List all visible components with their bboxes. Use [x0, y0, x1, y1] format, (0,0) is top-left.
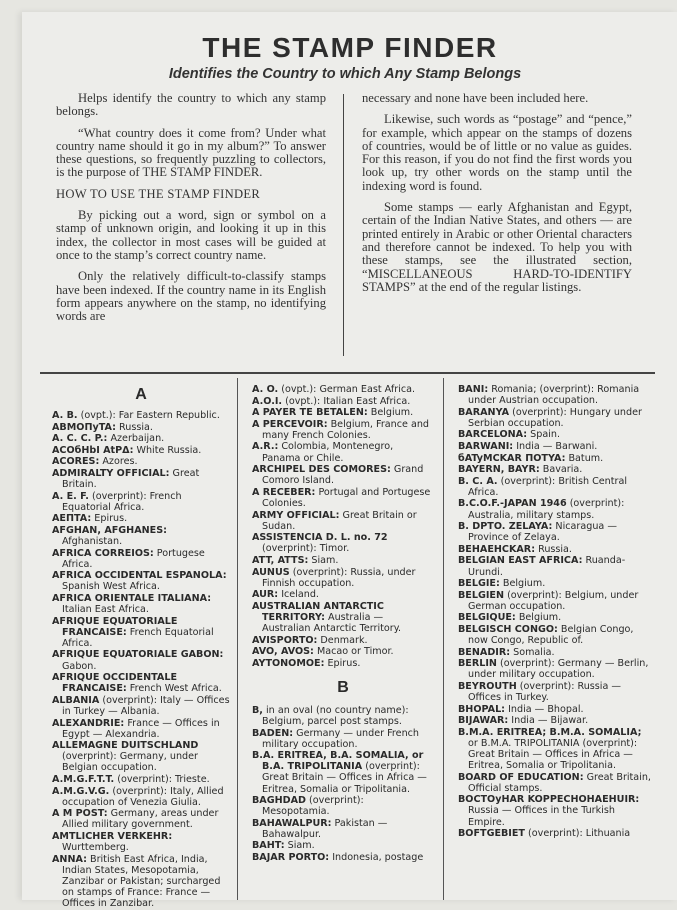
- index-entry-key: ANNA:: [52, 853, 87, 865]
- index-entry-key: AFRIQUE EQUATORIALE FRANCAISE:: [52, 615, 178, 638]
- index-entry-value: Belgium, France and many French Colonies.: [262, 418, 430, 441]
- index-entry: [52, 649, 230, 671]
- index-entry: [252, 441, 434, 463]
- index-entry-value: (overprint): Trieste.: [114, 774, 210, 785]
- index-entry-value: France — Offices in Egypt — Alexandria.: [62, 717, 220, 740]
- index-entry-value: India — Barwani.: [513, 440, 598, 452]
- index-entry-value: Bavaria.: [539, 464, 583, 476]
- index-entry-key: BARWANI:: [458, 440, 514, 452]
- index-entry-value: in an oval (no country name): Belgium, parcel post stamps.: [262, 704, 409, 727]
- index-entry-value: Wurttemberg.: [62, 842, 129, 854]
- index-entry-key: A.O.I.: [252, 395, 283, 407]
- index-entry-value: Epirus.: [324, 657, 361, 669]
- section-letter-b: B: [337, 678, 349, 696]
- index-entry-value: (overprint): British Central Africa.: [468, 475, 628, 498]
- index-column-2: [252, 384, 434, 864]
- index-entry-value: (overprint): Great Britain — Offices in Africa — Eritrea, Somalia or Tripolitania.: [262, 761, 427, 795]
- index-entry-value: India — Bijawar.: [508, 715, 589, 727]
- column-divider: [343, 94, 344, 356]
- index-entry-value: Portugese Africa.: [62, 547, 205, 570]
- index-entry-key: AUNUS: [252, 566, 290, 578]
- index-entry: [52, 854, 230, 909]
- index-entry-key: B,: [252, 704, 263, 716]
- index-entry: [458, 704, 654, 715]
- index-entry: [458, 498, 654, 520]
- index-entry-value: French Equatorial Africa.: [62, 626, 214, 649]
- index-entry-value: Russia — Offices in the Turkish Empire.: [468, 805, 615, 828]
- index-entries: [52, 410, 230, 909]
- intro-left-column: [56, 92, 326, 331]
- index-entry-key: ADMIRALTY OFFICIAL:: [52, 467, 170, 479]
- intro-paragraph: Likewise, such words as “postage” and “pence,” for example, which appear on the stamps of dozens of countries, would be of little or no value as guides. For this reason, if you do not find the first words you look up, try other words on the stamp until the indexing word is found.: [362, 112, 632, 193]
- index-entry-key: ACOбHbI AtPΔ:: [52, 444, 134, 456]
- index-entry-value: Italian East Africa.: [62, 604, 149, 616]
- index-entry-key: ALEXANDRIE:: [52, 717, 125, 729]
- index-entry: [458, 407, 654, 429]
- index-entry-key: BHOPAL:: [458, 703, 506, 715]
- index-entry-value: Romania; (overprint): Romania under Austrian occupation.: [468, 384, 640, 407]
- index-entry-key: ATT, ATTS:: [252, 554, 309, 566]
- index-entry: [52, 672, 230, 694]
- index-entry-key: BAJAR PORTO:: [252, 852, 330, 864]
- index-entry-key: BAYERN, BAYR:: [458, 464, 540, 476]
- index-entry-value: (overprint): Timor.: [262, 543, 350, 555]
- index-entry: [52, 831, 230, 853]
- index-entry: [458, 464, 654, 475]
- index-entry-value: Indonesia, postage: [329, 852, 424, 864]
- index-entry: [458, 794, 654, 827]
- index-entry-value: Australia — Australian Antarctic Territory.: [262, 611, 402, 634]
- index-entry: [458, 715, 654, 726]
- index-entry: [252, 532, 434, 554]
- index-entry: [52, 740, 230, 773]
- index-entry-value: Belgium.: [515, 612, 562, 624]
- index-entry: [458, 453, 654, 464]
- index-entry: [458, 578, 654, 589]
- index-entry: [52, 570, 230, 592]
- index-entry-key: AEПTA:: [52, 513, 92, 525]
- index-entry-value: Spain.: [527, 429, 561, 441]
- index-entry: [458, 476, 654, 498]
- index-column-1: [52, 384, 230, 910]
- index-entry-value: (overprint): Italy — Offices in Turkey — Albania.: [62, 694, 230, 717]
- index-entry-key: B. C. A.: [458, 475, 498, 487]
- index-entry: [252, 795, 434, 817]
- index-entry: [252, 852, 434, 863]
- index-entry-value: (overprint): French Equatorial Africa.: [62, 490, 182, 513]
- index-entry-value: Great Britain or Sudan.: [262, 509, 417, 532]
- index-entry: [252, 419, 434, 441]
- index-entry-key: BERLIN: [458, 658, 497, 670]
- index-entry-value: White Russia.: [133, 444, 202, 456]
- index-entry-value: Azerbaijan.: [107, 433, 165, 445]
- index-column-3: [458, 384, 654, 840]
- index-entry: [458, 647, 654, 658]
- index-entry-key: AFGHAN, AFGHANES:: [52, 524, 167, 536]
- index-entry: [458, 624, 654, 646]
- index-entry-key: BIJAWAR:: [458, 715, 509, 727]
- index-entry: [458, 681, 654, 703]
- index-entries: [252, 384, 434, 669]
- index-entry: [252, 407, 434, 418]
- index-entry-key: A.R.:: [252, 441, 279, 453]
- index-entry: [252, 396, 434, 407]
- index-entry-value: Siam.: [308, 554, 339, 566]
- page-subtitle: Identifies the Country to which Any Stamp Belongs: [168, 66, 522, 82]
- index-entry-value: Russia.: [115, 421, 153, 433]
- index-entries: [252, 705, 434, 863]
- index-entry: [252, 555, 434, 566]
- index-entry: [52, 786, 230, 808]
- index-entry-value: (ovpt.): Italian East Africa.: [282, 395, 411, 407]
- column-divider: [237, 378, 238, 900]
- index-entry: [52, 548, 230, 570]
- index-entry-key: BELGISCH CONGO:: [458, 623, 558, 635]
- index-entry: [52, 718, 230, 740]
- index-entry-value: Pakistan — Bahawalpur.: [262, 817, 388, 840]
- index-entry: [458, 429, 654, 440]
- index-entry-key: BENADIR:: [458, 646, 511, 658]
- index-entry: [52, 456, 230, 467]
- index-entry-key: BELGIEN: [458, 589, 505, 601]
- index-entry: [252, 487, 434, 509]
- index-entry-value: Belgian Congo, now Congo, Republic of.: [468, 623, 634, 647]
- index-entry: [458, 727, 654, 771]
- index-entry-value: India — Bhopal.: [505, 703, 584, 715]
- index-entry: [458, 441, 654, 452]
- page-title: THE STAMP FINDER: [202, 32, 498, 63]
- index-entry: [252, 728, 434, 750]
- index-entry-key: B.A. ERITREA, B.A. SOMALIA, or B.A. TRIPOLITANIA: [252, 750, 424, 773]
- index-entry: [458, 828, 654, 839]
- index-entry: [52, 468, 230, 490]
- index-entry-key: ASSISTENCIA D. L. no. 72: [252, 532, 388, 544]
- index-entry-value: Epirus.: [91, 513, 128, 525]
- index-entry-key: BARCELONA:: [458, 429, 528, 441]
- index-entry: [252, 658, 434, 669]
- index-entry: [252, 589, 434, 600]
- index-entry-key: A RECEBER:: [252, 486, 316, 498]
- index-entry-value: Nicaragua — Province of Zelaya.: [468, 521, 617, 544]
- index-entry-key: B.C.O.F.-JAPAN 1946: [458, 498, 567, 510]
- index-entry-key: BARANYA: [458, 406, 510, 418]
- index-entry-value: (overprint): Russia — Offices in Turkey.: [468, 680, 621, 704]
- index-entry: [252, 635, 434, 646]
- index-entry: [52, 433, 230, 444]
- how-to-use-heading: HOW TO USE THE STAMP FINDER: [56, 186, 261, 201]
- index-entry: [52, 422, 230, 433]
- index-entry: [458, 384, 654, 406]
- index-entry-value: Denmark.: [317, 634, 368, 646]
- index-entry-value: (overprint): Mesopotamia.: [262, 795, 364, 818]
- intro-paragraph: necessary and none have been included here.: [362, 91, 589, 105]
- index-entry-key: BELGIQUE:: [458, 612, 516, 624]
- index-entry: [458, 544, 654, 555]
- index-entry-value: (overprint): Hungary under Serbian occupation.: [468, 406, 642, 429]
- index-entry-value: (overprint): Lithuania: [524, 828, 631, 840]
- index-entry-key: A. O.: [252, 384, 279, 395]
- index-entry-key: B.M.A. ERITREA; B.M.A. SOMALIA;: [458, 726, 642, 738]
- index-entry: [52, 774, 230, 785]
- index-entry-key: BOCTOyHAR KOPPECHOHAEHUIR:: [458, 794, 640, 806]
- column-divider: [443, 378, 444, 900]
- index-entry-key: AFRIQUE OCCIDENTALE FRANCAISE:: [52, 672, 178, 695]
- intro-paragraph: “What country does it come from? Under what country name should it go in my album?” To answer these questions, so frequently puzzling to collectors, is the purpose of THE STAMP FINDER.: [56, 125, 326, 180]
- index-entry-value: (overprint): Australia, military stamps.: [468, 498, 625, 521]
- index-entry-key: AFRICA OCCIDENTAL ESPANOLA:: [52, 570, 227, 582]
- index-entry-value: Grand Comoro Island.: [262, 464, 424, 487]
- index-entry-key: BELGIAN EAST AFRICA:: [458, 555, 583, 567]
- index-entry: [458, 658, 654, 680]
- intro-paragraph: Some stamps — early Afghanistan and Egypt, certain of the Indian Native States, and others — are printed entirely in Arabic or other Oriental characters and therefore cannot be indexed. To help you with these stamps, see the illustrated section, “MISCELLANEOUS HARD-TO-IDENTIFY STAMPS” at the end of the regular listings.: [362, 200, 632, 294]
- index-entry-key: BOARD OF EDUCATION:: [458, 771, 584, 783]
- index-entry-value: Germany, areas under Allied military government.: [62, 808, 219, 831]
- index-entry-key: AVO, AVOS:: [252, 646, 314, 658]
- index-entry: [252, 464, 434, 486]
- index-entry: [52, 513, 230, 524]
- index-entry: [458, 772, 654, 794]
- index-entry-key: ALLEMAGNE DUITSCHLAND: [52, 740, 199, 752]
- section-divider: [40, 372, 655, 374]
- index-entry-key: A. B.: [52, 410, 78, 421]
- index-entry-key: BELGIE:: [458, 578, 500, 590]
- index-entry-value: (overprint): Belgium, under German occupation.: [468, 589, 639, 612]
- index-entry-key: BAHAWALPUR:: [252, 817, 332, 829]
- index-entry-key: ACORES:: [52, 456, 100, 468]
- index-entry: [52, 445, 230, 456]
- index-entry-value: Russia.: [535, 543, 572, 555]
- index-entry-value: Spanish West Africa.: [62, 581, 160, 593]
- index-entry-key: AFRICA CORREIOS:: [52, 547, 154, 559]
- index-entry-key: AMTLICHER VERKEHR:: [52, 830, 173, 842]
- index-entry-key: ARCHIPEL DES COMORES:: [252, 464, 391, 476]
- index-entry: [52, 616, 230, 649]
- index-entry-key: BAGHDAD: [252, 795, 306, 807]
- index-entry-value: Batum.: [565, 452, 604, 464]
- index-entry: [52, 410, 230, 421]
- index-entry-key: B. DPTO. ZELAYA:: [458, 521, 553, 533]
- intro-paragraph: By picking out a word, sign or symbol on a stamp of unknown origin, and looking it up in this index, the collector in most cases will be guided at once to the stamp’s correct country name.: [56, 208, 326, 262]
- intro-paragraph: Helps identify the country to which any stamp belongs.: [56, 91, 326, 119]
- index-entry-value: British East Africa, India, Indian States, Mesopotamia, Zanzibar or Pakistan; surcharged on stamps of France: France — Offices in Zanzibar.: [62, 853, 221, 910]
- index-entry: [252, 750, 434, 794]
- index-entry-key: BOFTGEBIET: [458, 828, 525, 840]
- index-entry-value: (overprint): Russia, under Finnish occupation.: [262, 566, 416, 589]
- index-entry-value: (overprint): Germany — Berlin, under military occupation.: [468, 658, 649, 681]
- index-entry-key: A.M.G.V.G.: [52, 785, 110, 797]
- index-entry-value: French West Africa.: [126, 683, 222, 695]
- index-entry-key: A PERCEVOIR:: [252, 418, 328, 430]
- index-entry: [52, 808, 230, 830]
- index-entry: [458, 590, 654, 612]
- index-entry-key: AVISPORTO:: [252, 634, 318, 646]
- index-entry-key: AFRICA ORIENTALE ITALIANA:: [52, 593, 212, 604]
- index-entry-value: Iceland.: [278, 589, 319, 601]
- intro-paragraph: Only the relatively difficult-to-classify stamps have been indexed. If the country name in its English form appears anywhere on the stamp, no identifying words are: [56, 269, 326, 324]
- index-entry-value: or B.M.A. TRIPOLITANIA (overprint): Great Britain — Offices in Africa — Eritrea, Somalia or Tripolitania.: [468, 737, 638, 772]
- index-entry-value: Germany — under French military occupation.: [262, 727, 420, 750]
- index-entry-value: (overprint): Italy, Allied occupation of Venezia Giulia.: [62, 785, 224, 808]
- index-entry-key: AFRIQUE EQUATORIALE GABON:: [52, 649, 224, 661]
- index-entry-value: Belgium.: [367, 407, 414, 419]
- index-entry-value: (ovpt.): Far Eastern Republic.: [77, 410, 220, 421]
- index-entry-key: BANI:: [458, 384, 489, 395]
- index-entry-value: (overprint): Germany, under Belgian occupation.: [62, 751, 198, 774]
- index-entry-key: бATyMCKAR ПOTYA:: [458, 452, 566, 464]
- index-entry: [252, 818, 434, 840]
- index-entry-value: Belgium.: [499, 578, 546, 590]
- index-entry: [252, 601, 434, 634]
- section-letter-a: A: [135, 386, 147, 403]
- index-entry: [252, 567, 434, 589]
- index-entry: [52, 491, 230, 513]
- index-entry-value: Siam.: [284, 840, 315, 852]
- index-entry-value: Great Britain, Official stamps.: [468, 771, 651, 794]
- index-entry-key: ARMY OFFICIAL:: [252, 509, 340, 521]
- index-entry-value: Macao or Timor.: [313, 646, 394, 658]
- index-entry-value: Somalia.: [510, 646, 555, 658]
- index-entry-key: A. C. C. P.:: [52, 433, 108, 445]
- index-entry-value: Great Britain.: [62, 467, 200, 491]
- index-entry-key: A M POST:: [52, 808, 108, 820]
- index-entry: [458, 555, 654, 577]
- index-entry-key: BEHAEHCKAR:: [458, 543, 536, 555]
- index-entry-key: ALBANIA: [52, 694, 100, 706]
- index-entries: [458, 384, 654, 839]
- index-entry: [52, 525, 230, 547]
- index-entry-value: Ruanda-Urundi.: [468, 555, 626, 578]
- index-entry: [458, 521, 654, 543]
- index-entry-key: BADEN:: [252, 727, 294, 739]
- index-entry: [52, 593, 230, 615]
- index-entry: [252, 840, 434, 851]
- index-entry-key: AUR:: [252, 589, 279, 601]
- index-entry-key: ABMOПyTA:: [52, 421, 116, 433]
- index-entry-key: A. E. F.: [52, 490, 89, 502]
- index-entry-key: A.M.G.F.T.T.: [52, 774, 115, 785]
- index-entry-value: Colombia, Montenegro, Panama or Chile.: [262, 441, 394, 464]
- index-entry-key: BEYROUTH: [458, 680, 517, 692]
- index-entry-key: AYTONOMOE:: [252, 657, 325, 669]
- index-entry: [52, 695, 230, 717]
- intro-right-column: [362, 92, 632, 302]
- index-entry: [252, 705, 434, 727]
- index-entry: [252, 384, 434, 395]
- index-entry: [252, 646, 434, 657]
- index-entry-key: A PAYER TE BETALEN:: [252, 407, 368, 419]
- index-entry-value: Afghanistan.: [62, 536, 123, 548]
- index-entry-key: BAHT:: [252, 840, 285, 852]
- index-entry-key: AUSTRALIAN ANTARCTIC TERRITORY:: [252, 600, 384, 623]
- index-entry: [252, 510, 434, 532]
- index-entry-value: Portugal and Portugese Colonies.: [262, 486, 431, 509]
- index-entry-value: Azores.: [99, 456, 138, 468]
- index-entry-value: (ovpt.): German East Africa.: [278, 384, 416, 395]
- index-entry-value: Gabon.: [62, 660, 97, 672]
- index-entry: [458, 612, 654, 623]
